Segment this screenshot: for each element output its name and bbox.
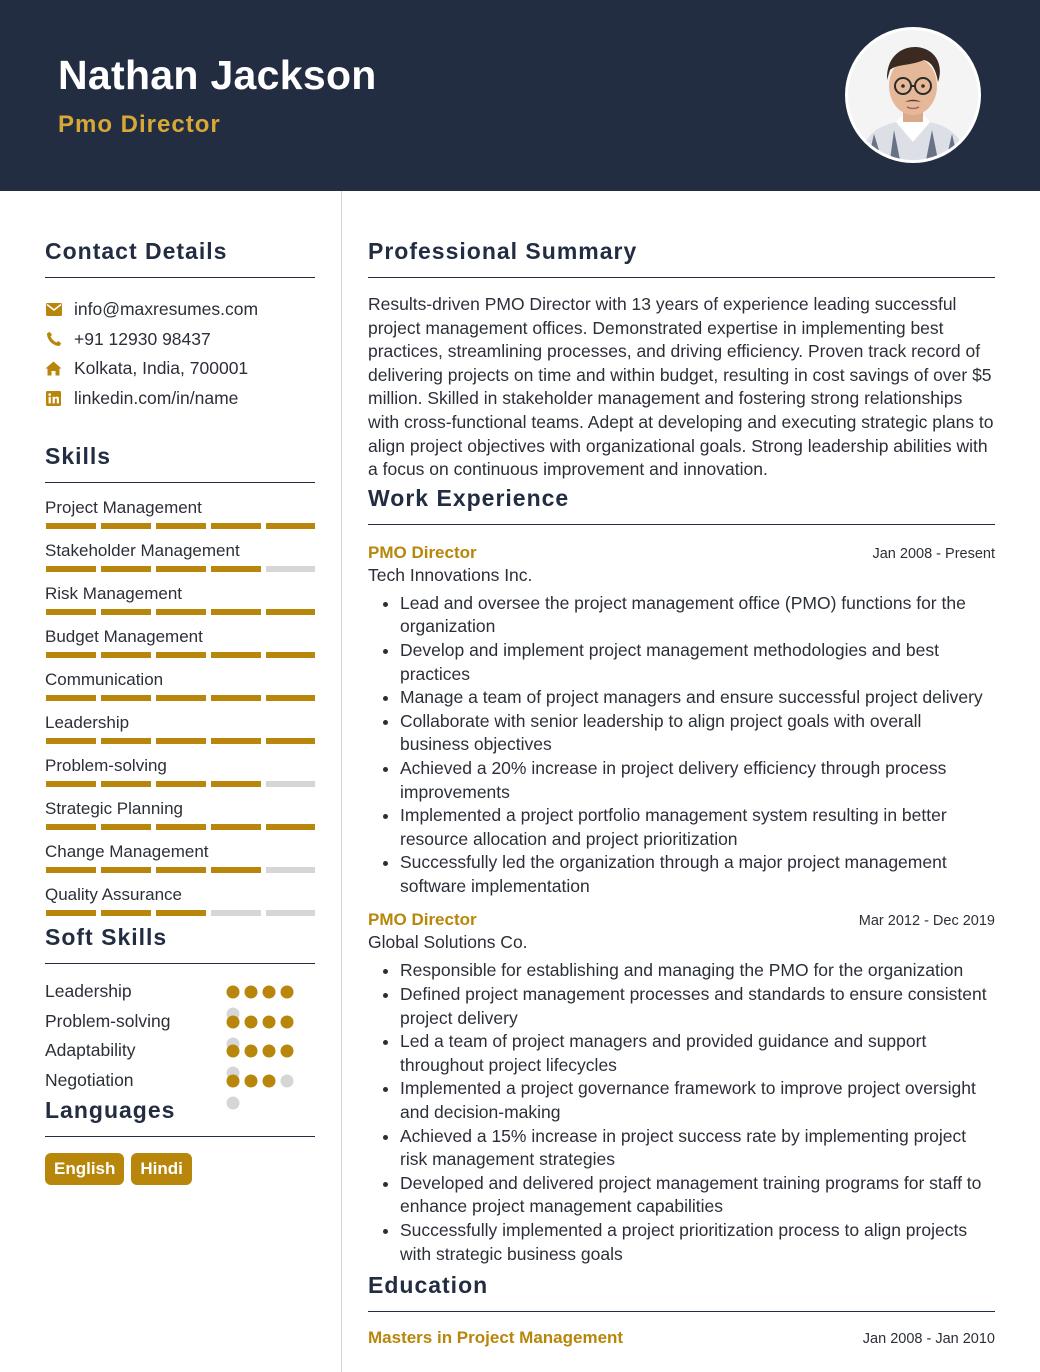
job-bullet: • Defined project management processes and standards to ensure consistent project delivery: [400, 983, 995, 1030]
contact-address: [45, 354, 315, 384]
job-company: Global Solutions Co.: [368, 932, 528, 953]
soft-skill-name: Negotiation: [45, 1069, 134, 1090]
skill-segment-filled: [101, 910, 151, 916]
skill-segment-filled: [46, 695, 96, 701]
language-badge-english: English: [45, 1153, 124, 1185]
soft-skill-item: [45, 977, 315, 1007]
skill-level-bar: [45, 738, 315, 744]
education-entry: [368, 1328, 995, 1348]
skill-item: [45, 881, 315, 924]
skill-segment-filled: [211, 738, 261, 744]
resume-header: [0, 0, 1040, 191]
skill-segment-filled: [211, 609, 261, 615]
job-bullet: • Achieved a 15% increase in project success rate by implementing project risk management strategies: [400, 1125, 995, 1172]
skill-item: [45, 838, 315, 881]
job-bullet: • Achieved a 20% increase in project delivery efficiency through process improvements: [400, 757, 995, 804]
soft-skill-item: [45, 1066, 315, 1096]
skill-name: Change Management: [45, 842, 209, 861]
soft-skill-name: Adaptability: [45, 1040, 136, 1061]
skill-level-bar: [45, 566, 315, 572]
education-degree: Masters in Project Management: [368, 1328, 624, 1348]
skills-heading: Skills: [45, 443, 112, 469]
skill-segment-filled: [211, 824, 261, 830]
skill-segment-filled: [101, 609, 151, 615]
skill-segment-filled: [101, 652, 151, 658]
job-bullet: • Manage a team of project managers and ensure successful project delivery: [400, 686, 995, 710]
skill-segment-filled: [46, 609, 96, 615]
skill-segment-filled: [46, 910, 96, 916]
job-role: PMO Director: [368, 910, 477, 930]
rating-dot-filled: [227, 1074, 240, 1087]
rating-dot-filled: [263, 1015, 276, 1028]
job-bullet: • Lead and oversee the project management office (PMO) functions for the organization: [400, 592, 995, 639]
skill-name: Stakeholder Management: [45, 541, 240, 560]
rating-dot-filled: [227, 986, 240, 999]
skill-segment-empty: [211, 910, 261, 916]
skill-segment-filled: [101, 695, 151, 701]
skill-level-bar: [45, 609, 315, 615]
skill-segment-filled: [156, 609, 206, 615]
skill-segment-filled: [101, 566, 151, 572]
skill-segment-filled: [156, 566, 206, 572]
skill-segment-filled: [46, 523, 96, 529]
skill-item: [45, 623, 315, 666]
skill-segment-filled: [101, 523, 151, 529]
contact-phone-text: +91 12930 98437: [74, 328, 211, 349]
candidate-title: Pmo Director: [58, 111, 221, 138]
job-bullet: • Responsible for establishing and managing the PMO for the organization: [400, 959, 995, 983]
languages-rule: [45, 1136, 315, 1137]
skill-segment-filled: [101, 867, 151, 873]
skill-segment-filled: [156, 824, 206, 830]
job-bullet: • Develop and implement project management methodologies and best practices: [400, 639, 995, 686]
rating-dot-empty: [281, 1074, 294, 1087]
phone-icon: [45, 331, 62, 348]
skill-item: [45, 537, 315, 580]
job-bullet: • Led a team of project managers and provided guidance and support throughout project lifecycles: [400, 1030, 995, 1077]
skill-segment-filled: [266, 695, 315, 701]
contact-linkedin-text: linkedin.com/in/name: [74, 387, 239, 408]
skill-name: Problem-solving: [45, 756, 167, 775]
job-bullet: • Successfully implemented a project prioritization process to align projects with strategic business goals: [400, 1219, 995, 1266]
skill-level-bar: [45, 652, 315, 658]
skill-segment-filled: [156, 738, 206, 744]
rating-dot-empty: [227, 1096, 240, 1109]
skill-item: [45, 666, 315, 709]
skill-level-bar: [45, 910, 315, 916]
profile-photo: [845, 27, 981, 163]
skill-segment-filled: [211, 867, 261, 873]
contact-linkedin[interactable]: [45, 384, 315, 414]
rating-dot-filled: [263, 986, 276, 999]
skill-name: Budget Management: [45, 627, 203, 646]
job-bullet: • Collaborate with senior leadership to align project goals with overall business objectives: [400, 710, 995, 757]
skill-segment-filled: [211, 523, 261, 529]
job-bullet: • Implemented a project governance framework to improve project oversight and decision-making: [400, 1077, 995, 1124]
education-heading: Education: [368, 1272, 489, 1299]
language-badge-hindi: Hindi: [131, 1153, 192, 1185]
soft-skill-name: Leadership: [45, 981, 132, 1002]
skill-name: Communication: [45, 670, 164, 689]
job-company: Tech Innovations Inc.: [368, 564, 533, 585]
soft-skill-dots: [226, 1074, 306, 1114]
job-dates: Mar 2012 - Dec 2019: [858, 913, 995, 930]
rating-dot-filled: [245, 1015, 258, 1028]
skill-segment-empty: [266, 566, 315, 572]
soft-skill-item: [45, 1007, 315, 1037]
skill-level-bar: [45, 824, 315, 830]
skill-segment-filled: [156, 652, 206, 658]
skill-item: [45, 494, 315, 537]
job-bullets: [368, 959, 995, 1266]
languages-heading: Languages: [45, 1097, 176, 1123]
contact-address-text: Kolkata, India, 700001: [74, 358, 249, 379]
rating-dot-filled: [281, 1045, 294, 1058]
contact-email-text: info@maxresumes.com: [74, 299, 259, 320]
home-icon: [45, 360, 62, 377]
skill-item: [45, 709, 315, 752]
job-bullet: • Developed and delivered project management training programs for staff to enhance project management capabilities: [400, 1172, 995, 1219]
skills-list: [45, 494, 315, 924]
skill-segment-empty: [266, 781, 315, 787]
rating-dot-filled: [245, 986, 258, 999]
job-entry: [368, 910, 995, 1266]
skill-name: Project Management: [45, 498, 202, 517]
languages-list: [45, 1153, 315, 1185]
job-bullet: • Implemented a project portfolio management system resulting in better resource allocation and project prioritization: [400, 804, 995, 851]
job-bullet: • Successfully led the organization through a major project management software implementation: [400, 851, 995, 898]
skill-segment-filled: [266, 824, 315, 830]
skill-segment-filled: [266, 609, 315, 615]
left-column: [45, 191, 315, 1185]
skill-segment-empty: [266, 867, 315, 873]
job-bullets: [368, 592, 995, 899]
skill-segment-filled: [156, 867, 206, 873]
skill-name: Leadership: [45, 713, 130, 732]
skill-segment-filled: [46, 824, 96, 830]
summary-rule: [368, 277, 995, 278]
skill-segment-filled: [46, 652, 96, 658]
contact-email[interactable]: [45, 295, 315, 325]
rating-dot-filled: [245, 1045, 258, 1058]
skill-segment-filled: [156, 523, 206, 529]
soft-skill-name: Problem-solving: [45, 1010, 171, 1031]
education-dates: Jan 2008 - Jan 2010: [862, 1331, 995, 1348]
skill-level-bar: [45, 781, 315, 787]
skill-segment-filled: [266, 738, 315, 744]
skill-segment-filled: [101, 781, 151, 787]
skill-segment-filled: [211, 695, 261, 701]
skill-segment-filled: [101, 738, 151, 744]
skill-segment-filled: [156, 910, 206, 916]
rating-dot-filled: [263, 1045, 276, 1058]
job-dates: Jan 2008 - Present: [872, 545, 995, 562]
job-role: PMO Director: [368, 542, 477, 562]
skill-segment-filled: [156, 695, 206, 701]
skill-segment-empty: [266, 910, 315, 916]
skill-level-bar: [45, 523, 315, 529]
experience-heading: Work Experience: [368, 484, 570, 511]
skill-segment-filled: [46, 781, 96, 787]
skill-segment-filled: [211, 652, 261, 658]
rating-dot-filled: [281, 1015, 294, 1028]
contact-heading: Contact Details: [45, 238, 228, 264]
skill-segment-filled: [211, 566, 261, 572]
skill-segment-filled: [266, 652, 315, 658]
skill-item: [45, 752, 315, 795]
skill-level-bar: [45, 695, 315, 701]
skill-item: [45, 580, 315, 623]
envelope-icon: [45, 301, 62, 318]
skill-segment-filled: [156, 781, 206, 787]
skill-segment-filled: [46, 566, 96, 572]
skill-segment-filled: [46, 738, 96, 744]
skill-level-bar: [45, 867, 315, 873]
rating-dot-filled: [227, 1015, 240, 1028]
skill-item: [45, 795, 315, 838]
rating-dot-filled: [227, 1045, 240, 1058]
skill-name: Quality Assurance: [45, 885, 183, 904]
soft-skills-heading: Soft Skills: [45, 924, 168, 950]
soft-skill-item: [45, 1036, 315, 1066]
rating-dot-filled: [245, 1074, 258, 1087]
summary-text: Results-driven PMO Director with 13 years of experience leading successful project management offices. Demonstrated expertise in implementing best practices, streamlining processes, and driving efficiency. Proven track record of delivering projects on time and within budget, resulting in cost savings of over $5 million. Skilled in stakeholder management and fostering strong relationships with cross-functional teams. Adept at developing and executing strategic plans to align project objectives with organizational goals. Strong leadership abilities with a focus on continuous improvement and innovation.: [368, 294, 994, 480]
summary-heading: Professional Summary: [368, 238, 638, 264]
rating-dot-filled: [281, 986, 294, 999]
skill-segment-filled: [266, 523, 315, 529]
linkedin-icon: [45, 390, 62, 407]
skill-name: Risk Management: [45, 584, 183, 603]
job-entry: [368, 543, 995, 899]
skill-segment-filled: [101, 824, 151, 830]
right-column: [368, 191, 995, 1348]
skill-segment-filled: [46, 867, 96, 873]
skill-segment-filled: [211, 781, 261, 787]
candidate-name: Nathan Jackson: [58, 52, 377, 98]
contact-phone[interactable]: [45, 325, 315, 355]
skill-name: Strategic Planning: [45, 799, 183, 818]
rating-dot-filled: [263, 1074, 276, 1087]
column-divider: [341, 191, 342, 1372]
